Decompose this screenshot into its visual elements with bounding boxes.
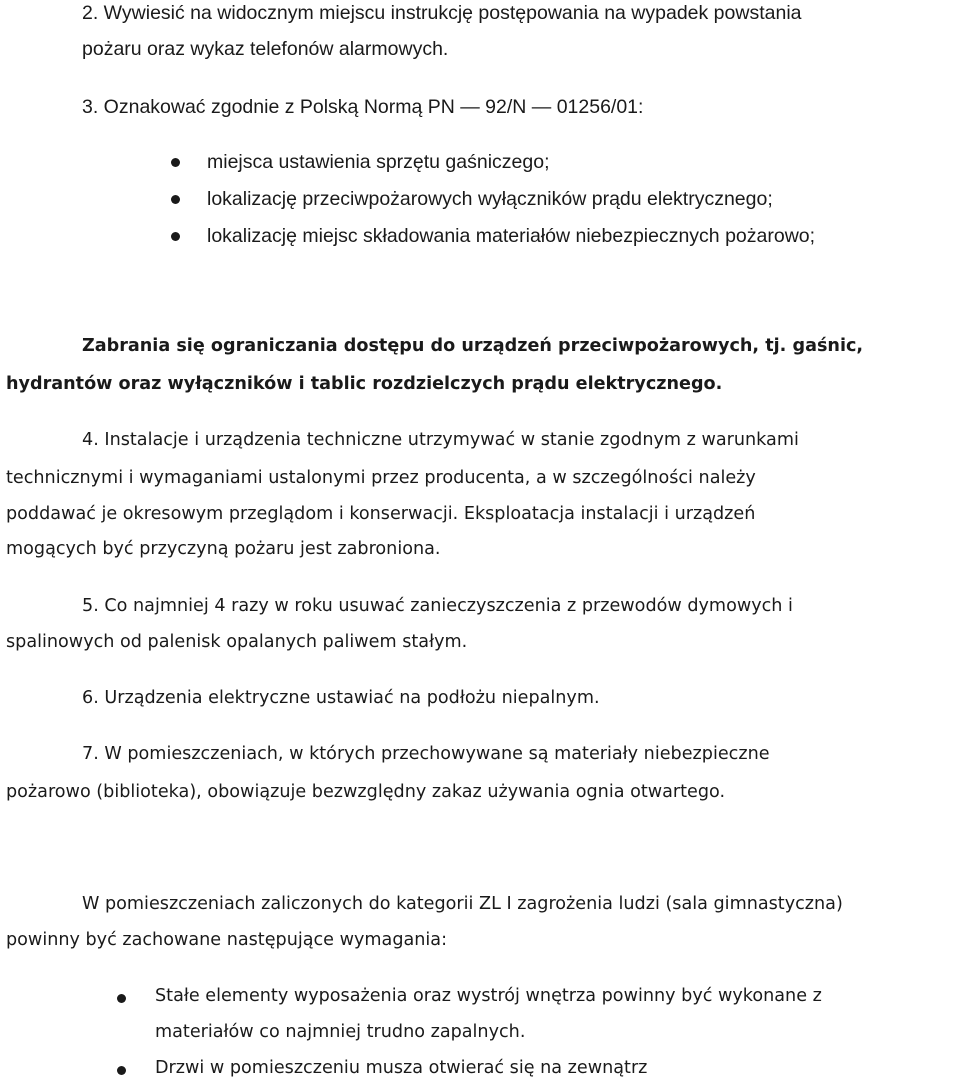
- item-3-bullet-1: miejsca ustawienia sprzętu gaśniczego;: [207, 151, 550, 173]
- item-3-bullet-2: lokalizację przeciwpożarowych wyłączników prądu elektrycznego;: [207, 188, 773, 210]
- item-2-line-2: pożaru oraz wykaz telefonów alarmowych.: [82, 38, 449, 60]
- item-5-line-1: 5. Co najmniej 4 razy w roku usuwać zanieczyszczenia z przewodów dymowych i: [82, 596, 793, 616]
- item-4-line-4: mogących być przyczyną pożaru jest zabroniona.: [6, 539, 441, 559]
- bullet-icon: [171, 158, 180, 167]
- item-4-line-3: poddawać je okresowym przeglądom i konserwacji. Eksploatacja instalacji i urządzeń: [6, 504, 756, 524]
- item-3-bullet-3: lokalizację miejsc składowania materiałów niebezpiecznych pożarowo;: [207, 225, 816, 247]
- bullet-icon: [171, 232, 180, 241]
- zl-line-2: powinny być zachowane następujące wymagania:: [6, 930, 448, 950]
- item-2-line-1: 2. Wywiesić na widocznym miejscu instrukcję postępowania na wypadek powstania: [82, 2, 802, 24]
- bullet-icon: [117, 1066, 126, 1075]
- item-7-line-2: pożarowo (biblioteka), obowiązuje bezwzględny zakaz używania ognia otwartego.: [6, 782, 726, 802]
- item-5-line-2: spalinowych od palenisk opalanych paliwem stałym.: [6, 632, 468, 652]
- prohibition-line-2: hydrantów oraz wyłączników i tablic rozdzielczych prądu elektrycznego.: [6, 374, 723, 394]
- zl-bullet-1-line-2: materiałów co najmniej trudno zapalnych.: [155, 1022, 526, 1042]
- item-4-line-2: technicznymi i wymaganiami ustalonymi przez producenta, a w szczególności należy: [6, 468, 756, 488]
- item-4-line-1: 4. Instalacje i urządzenia techniczne utrzymywać w stanie zgodnym z warunkami: [82, 430, 799, 450]
- prohibition-line-1: Zabrania się ograniczania dostępu do urządzeń przeciwpożarowych, tj. gaśnic,: [82, 336, 864, 356]
- item-7-line-1: 7. W pomieszczeniach, w których przechowywane są materiały niebezpieczne: [82, 744, 770, 764]
- item-6-line-1: 6. Urządzenia elektryczne ustawiać na podłożu niepalnym.: [82, 688, 600, 708]
- zl-bullet-2-line-1: Drzwi w pomieszczeniu musza otwierać się na zewnątrz: [155, 1058, 648, 1078]
- bullet-icon: [171, 195, 180, 204]
- bullet-icon: [117, 994, 126, 1003]
- zl-bullet-1-line-1: Stałe elementy wyposażenia oraz wystrój wnętrza powinny być wykonane z: [155, 986, 822, 1006]
- zl-line-1: W pomieszczeniach zaliczonych do kategorii ZL I zagrożenia ludzi (sala gimnastyczna): [82, 894, 843, 914]
- item-3-heading: 3. Oznakować zgodnie z Polską Normą PN — 92/N — 01256/01:: [82, 96, 644, 118]
